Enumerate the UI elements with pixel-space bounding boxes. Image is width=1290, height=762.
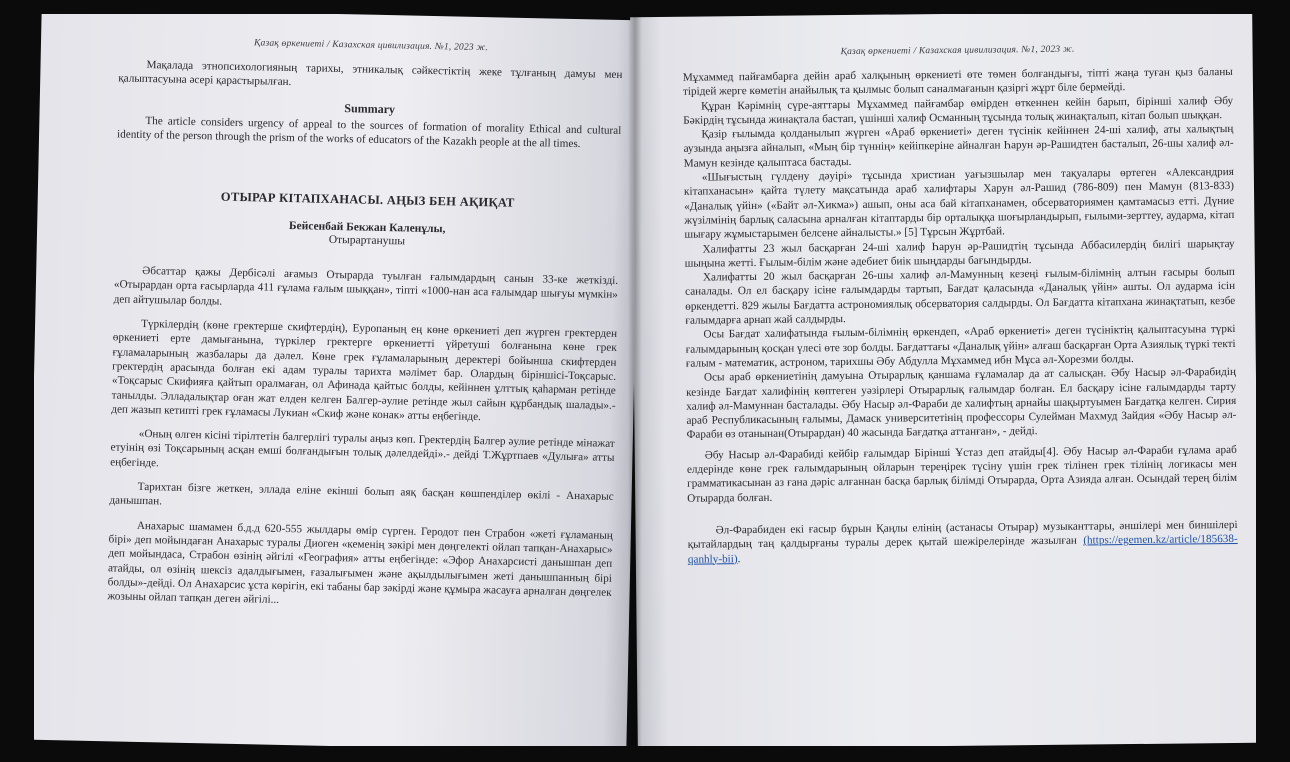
source-link-end: . — [737, 552, 741, 565]
intro-paragraph: Мақалада этнопсихологияның тарихы, этникалық сәйкестіктің жеке тұлғаның дамуы мен қалыптасуына әсері қарастырылған. — [118, 59, 623, 89]
left-paragraph: Түркілердің (көне гректерше скифтердің), Еуропаның ең көне өркениеті деп жүрген гректерден өркениеті ерте дамығанына, түркілер гректерге өркениетті үйретуші болғанына көне грек ғұламаларының жазбалары да дәлел. Көне грек ғұламаларының деректері бойынша скифтерден гректердің арасында болған екі адам туралы тарихта мәлімет бар. Олардың біріншісі-Тоқсарыс. «Тоқсарыс Скифияға қайтып оралмаған, ол Афинада қайтыс болды, кейіннен ұлттық қаһарман ретінде танылды. Элладалықтар оған жат елден келген Балгер-әулие ретінде жыл сайын құрбандық шалады».- деп жазып кетипті грек ғұламасы Лукиан «Скиф және конак» атты еңбегінде. — [111, 318, 618, 423]
left-paragraph: Анахарыс шамамен б.д.д 620-555 жылдары өмір сүрген. Геродот пен Страбон «жеті ғұламаның бірі» деп мойындаған Анахарыс туралы Диоген «кеменің зәкірі мен дөңгелекті ойлап тапқан-Анахарыс» деп мойындаса, Страбон өзінің әйгілі «География» атты еңбегінде: «Эфор Анахарсисті данышпан деп атайды, ол өзінің шексіз адалдығымен, ғазалығымен және ақылдылығымен жеті данышпанның бірі болды»-дейді. Ол Анахарсис ұста көрігін, екі табаны бар зәкірді және құмыра жасауға арналған дөңгелек жозыны ойлап тапқан деген әйгілі... — [107, 519, 613, 607]
summary-heading: Summary — [344, 100, 396, 116]
right-paragraph: Осы араб өркениетінің дамуына Отырарлық қаншама ғұламалар да ат салысқан. Әбу Насыр әл-Фарабидің кезінде Бағдат халифінің көптеген уәзірлері Отырарлық ғалымдар болған. Ел басқару ісіне ғалымдарды тарту халиф әл-Мамуннан басталады. Әбу Насыр әл-Фараби де халифтың арнайы шақыртуымен Бағдатқа келген. Сирия араб Республикасының ғалымы, Дамаск университетінің профессоры Сулейман Махмуд Зайдия «Әбу Насыр әл-Фараби өз отанынан(Отырардан) 40 жасында Бағдатқа аттанған», - дейді. — [686, 366, 1237, 442]
source-link[interactable]: (https://egemen.kz/article/185638-qanhly-bii) — [687, 533, 1238, 566]
left-page — [34, 14, 642, 746]
left-paragraph: «Оның өлген кісіні тірілтетін балгерлігі туралы аңыз көп. Гректердің Балгер әулие ретінде мінажат етуінің өзі Тоқсарының асқан емші болғандығын толық дәлелдейді».- дейді Т.Жұртпаев «Дулыға» атты еңбегінде. — [110, 428, 615, 470]
open-book — [34, 14, 1256, 746]
article-title: ОТЫРАР КІТАПХАНАСЫ. АҢЫЗ БЕН АҚИҚАТ — [220, 189, 515, 210]
right-page — [630, 14, 1256, 746]
right-paragraph: Әбу Насыр әл-Фарабиді кейбір ғалымдар Бірінші Ұстаз деп атайды[4]. Әбу Насыр әл-Фараби ғұлама араб елдерінде көне грек ғалымдарының ойларын тереңірек түсіну үшін грек тілінен грек тілінің логикасы мен грамматикасынан аз ғана дәріс алғаннан басқа барлық білімді Отырарда, Орта Азияда алған. Осындай терең білім Отырарда болған. — [686, 443, 1238, 505]
left-paragraph: Әбсаттар қажы Дербісәлі ағамыз Отырарда туылған ғалымдардың санын 33-ке жеткізді. «Отырардан орта ғасырларда 411 ғұлама ғалым шыққан», тіпті «1000-нан аса ғалымдар шығуы мүмкін» деп айтушылар болды. — [113, 265, 619, 308]
right-paragraph: Қазір ғылымда қолданылып жүрген «Араб өркениеті» деген түсінік кейіннен 24-ші халиф, аты халықтың аузында аңызға айналып, «Мың бір түннің» кейіпкеріне айналған Һарун әр-Рашидтен басталып, 26-шы халиф әл-Мамун кезінде қалыптаса бастады. — [683, 123, 1234, 170]
left-paragraph: Тарихтан бізге жеткен, элладa еліне екінші болып аяқ басқан көшпенділер өкілі - Анахарыс данышпан. — [109, 480, 614, 508]
author-name: Бейсенбай Бекжан Каленұлы, — [288, 220, 446, 236]
right-paragraph: Халифатты 20 жыл басқарған 26-шы халиф әл-Мамунның кезеңі ғылым-білімнің алтын ғасыры болып саналады. Ол ел басқару ісіне ғалымдарды тартып, Бағдат қаласында «Даналық үйін» ашты. Ол аударма ісін өркендетті. 829 жылы Бағдатта астрономиялық обсерватория салдырды. Ол Бағдатта кітапхана жинақтатып, кезбе ғалымдарға арнап жай салдырды. — [685, 266, 1236, 327]
right-paragraph: Халифатты 23 жыл басқарған 24-ші халиф Һарун әр-Рашидтің тұсында Аббасилердің билігі шарықтау шыңына жетті. Ғылым-білім және әдебиет биік шыңдарды бағындырды. — [684, 237, 1235, 270]
right-running-header: Қазақ өркениеті / Казахская цивилизация. №1, 2023 ж. — [840, 44, 1075, 58]
summary-text: The article considers urgency of appeal to the sources of formation of morality Ethical and cultural identity of the person through the prism of the works of educators of the Kazakh people at the all times. — [116, 114, 622, 151]
author-role: Отырартанушы — [328, 234, 406, 248]
source-sentence: Әл-Фарабиден екі ғасыр бұрын Қаңлы елінің (астанасы Отырар) музыканттары, әншілері мен биншілері қытайлардың таң қалдырғаны туралы дерек қытай шежірелерінде жазылған — [687, 518, 1238, 551]
right-paragraph-with-source — [687, 518, 1237, 567]
right-paragraph: «Шығыстың гүлдену дәуірі» тұсында христиан уағызшылар мен тақуалары өртеген «Александрия кітапханасын» қайта түлету мақсатында араб халифтары Харун әл-Рашид (786-809) пен Мамун (813-833) «Даналық үйін» («Байт әл-Хикма») ашып, оны аса бай кітапханамен, обсерваториямен қамтамасыз етті. Дүние жүзілмінің барлық саласына арналған кітаптарды бір орталыққа шоғырландырып, ғылыми-зерттеу, аударма, кітап шығару жұмыстарымен белсене айналысты.» [5] Тұрсын Жұртбай. — [683, 166, 1235, 241]
right-paragraph: Құран Кәрімнің сүре-аяттары Мұхаммед пайғамбар өмірден өткеннен кейін барып, бірінші халиф Әбу Бәкірдің тұсында жинақтала бастап, үшінші халиф Османның тұсында толық жинақталып, кітап болып шыққан. — [683, 94, 1234, 127]
book-gutter — [628, 14, 642, 746]
right-paragraph: Осы Бағдат халифатында ғылым-білімнің өркендеп, «Араб өркениеті» деген түсініктің қалыптасуына түркі ғалымдарының қосқан үлесі өте зор болды. Бағдаттағы «Даналық үйін» алғаш басқарған Орта Азиялық түркі текті ғалым - математик, астроном, тарихшы Әбу Абдулла Мұхаммед ибн Мұса әл-Хорезми болды. — [685, 323, 1236, 370]
right-paragraph: Мұхаммед пайғамбарға дейін араб халқының өркениеті өте төмен болғандығы, тіпті жаңа туған қыз баланы тірідей жерге көметін анайылық та қылмыс болып саналмағанын қазіргі жұрт біле бермейді. — [682, 65, 1233, 99]
left-running-header: Қазақ өркениеті / Казахская цивилизация. №1, 2023 ж. — [253, 38, 489, 54]
